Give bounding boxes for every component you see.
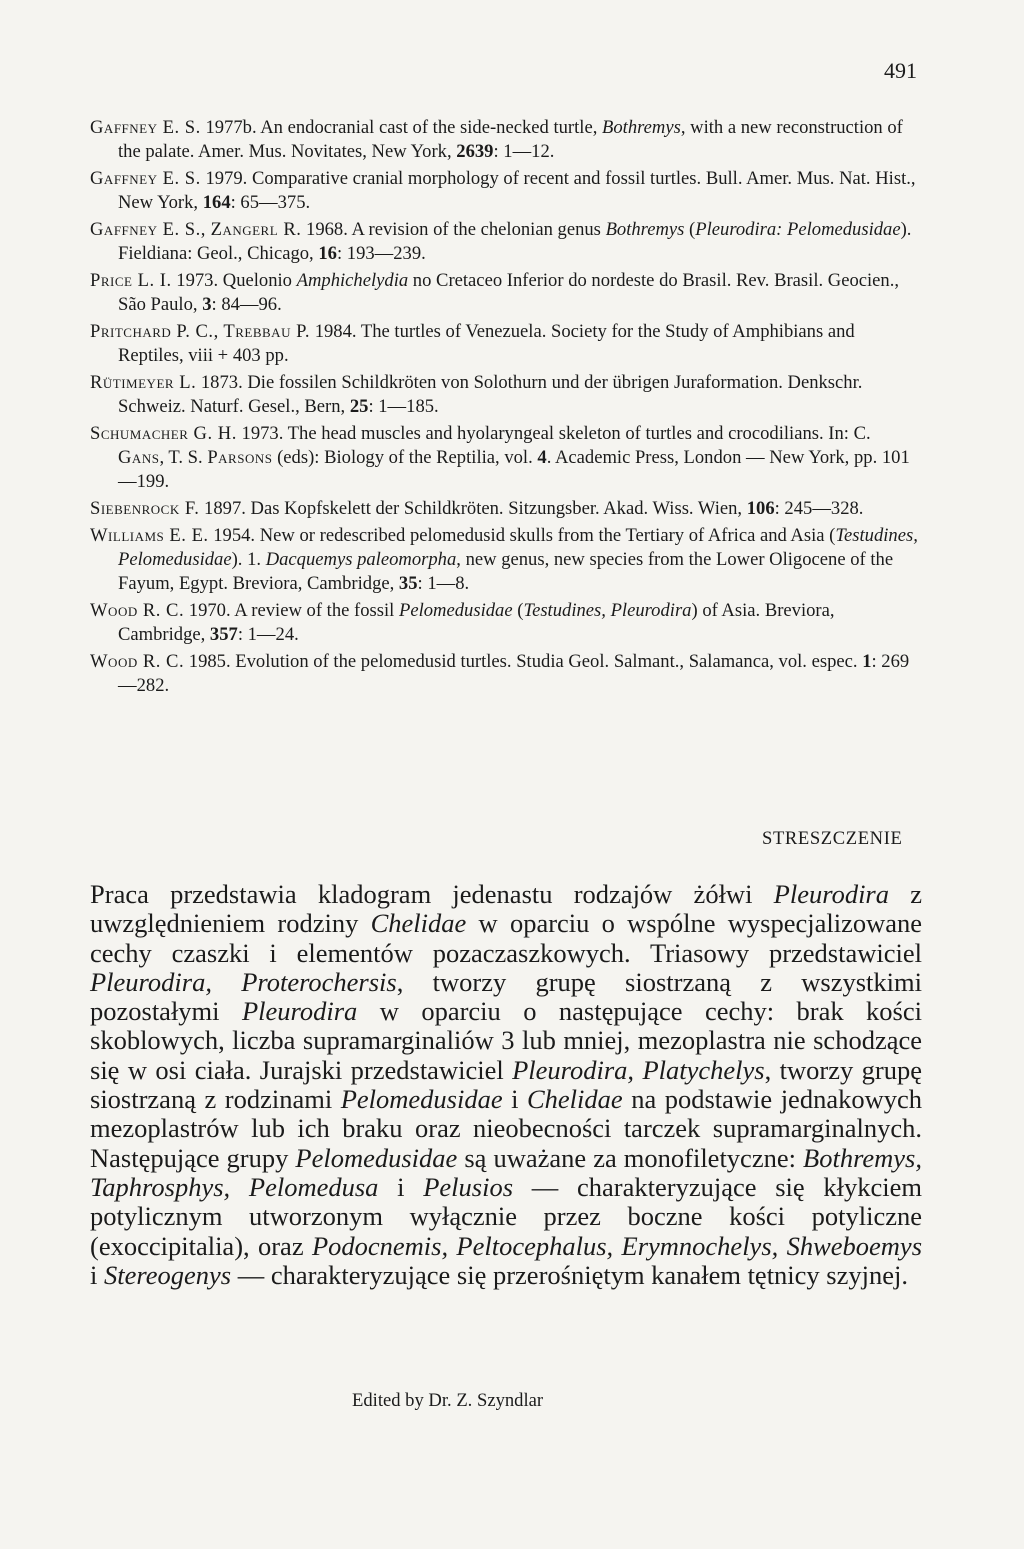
reference-siebenrock-1897: Siebenrock F. 1897. Das Kopfskelett der Schildkröten. Sitzungsber. Akad. Wiss. Wien, 106: 245—328.: [90, 498, 864, 519]
reference-wood-1985: Wood R. C. 1985. Evolution of the pelomedusid turtles. Studia Geol. Salmant., Salamanca, vol. espec. 1: 269—282.: [90, 651, 910, 696]
reference-gaffney-zangerl-1968: Gaffney E. S., Zangerl R. 1968. A revision of the chelonian genus Bothremys (Pleurodira: Pelomedusidae). Fieldiana: Geol., Chicago, 16: 193—239.: [90, 219, 912, 264]
reference-pritchard-trebbau-1984: Pritchard P. C., Trebbau P. 1984. The turtles of Venezuela. Society for the Study of Amphibians and Reptiles, viii + 403 pp.: [90, 321, 855, 366]
summary-paragraph: Praca przedstawia kladogram jedenastu rodzajów żółwi Pleurodira z uwzględnieniem rodziny Chelidae w oparciu o wspólne wyspecjalizowane cechy czaszki i elementów pozaczaszkowych. Triasowy przedstawiciel Pleurodira, Proterochersis, tworzy grupę siostrzaną z wszystkimi pozostałymi Pleurodira w oparciu o następujące cechy: brak kości skoblowych, liczba supramarginaliów 3 lub mniej, mezoplastra nie schodzące się w osi ciała. Jurajski przedstawiciel Pleurodira, Platychelys, tworzy grupę siostrzaną z rodzinami Pelomedusidae i Chelidae na podstawie jednakowych mezoplastrów lub ich braku oraz nieobecności tarczek supramarginalnych. Następujące grupy Pelomedusidae są uważane za monofiletyczne: Bothremys, Taphrosphys, Pelomedusa i Pelusios — charakteryzujące się kłykciem potylicznym utworzonym wyłącznie przez boczne kości potyliczne (exoccipitalia), oraz Podocnemis, Peltocephalus, Erymnochelys, Shweboemys i Stereogenys — charakteryzujące się przerośniętym kanałem tętnicy szyjnej.: [90, 879, 923, 1290]
reference-gaffney-1979: Gaffney E. S. 1979. Comparative cranial morphology of recent and fossil turtles. Bull. Amer. Mus. Nat. Hist., New York, 164: 65—375.: [90, 168, 916, 213]
reference-rutimeyer-1873: Rütimeyer L. 1873. Die fossilen Schildkröten von Solothurn und der übrigen Juraformation. Denkschr. Schweiz. Naturf. Gesel., Bern, 25: 1—185.: [90, 372, 863, 417]
summary-heading: STRESZCZENIE: [762, 828, 903, 849]
references-list: [90, 116, 920, 701]
reference-schumacher-1973: Schumacher G. H. 1973. The head muscles and hyolaryngeal skeleton of turtles and crocodilians. In: C. Gans, T. S. Parsons (eds): Biology of the Reptilia, vol. 4. Academic Press, London — New York, pp. 101—199.: [90, 423, 910, 492]
reference-price-1973: Price L. I. 1973. Quelonio Amphichelydia no Cretaceo Inferior do nordeste do Brasil. Rev. Brasil. Geocien., São Paulo, 3: 84—96.: [90, 270, 900, 315]
reference-gaffney-1977b: Gaffney E. S. 1977b. An endocranial cast of the side-necked turtle, Bothremys, with a new reconstruction of the palate. Amer. Mus. Novitates, New York, 2639: 1—12.: [90, 117, 903, 162]
page-number: 491: [884, 58, 917, 83]
reference-wood-1970: Wood R. C. 1970. A review of the fossil Pelomedusidae (Testudines, Pleurodira) of Asia. Breviora, Cambridge, 357: 1—24.: [90, 600, 835, 645]
editor-credit: Edited by Dr. Z. Szyndlar: [352, 1390, 544, 1411]
reference-williams-1954: Williams E. E. 1954. New or redescribed pelomedusid skulls from the Tertiary of Africa and Asia (Testudines, Pelomedusidae). 1. Dacquemys paleomorpha, new genus, new species from the Lower Oligocene of the Fayum, Egypt. Breviora, Cambridge, 35: 1—8.: [90, 525, 918, 594]
